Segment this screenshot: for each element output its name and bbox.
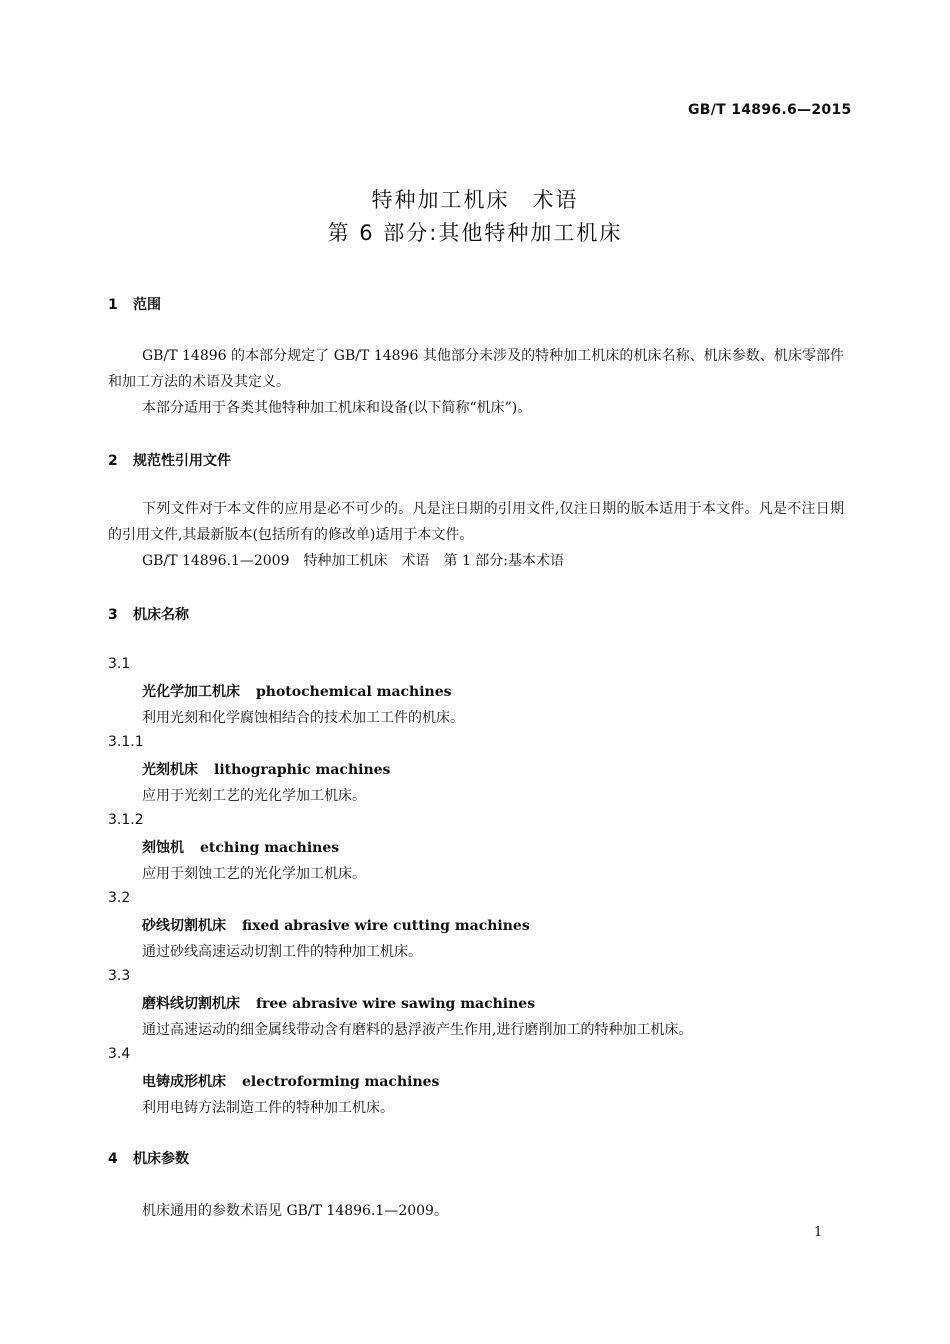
term-definition: 通过高速运动的细金属线带动含有磨料的悬浮液产生作用,进行磨削加工的特种加工机床。 bbox=[142, 1022, 693, 1038]
normative-reference: GB/T 14896.1—2009 特种加工机床 术语 第 1 部分:基本术语 bbox=[142, 553, 565, 569]
term-name bbox=[142, 837, 339, 857]
section-2-body bbox=[108, 496, 844, 574]
term-name bbox=[142, 759, 390, 779]
section-number: 2 bbox=[108, 453, 118, 469]
section-title: 机床名称 bbox=[133, 607, 189, 623]
term-name-en: fixed abrasive wire cutting machines bbox=[242, 918, 530, 934]
term-number: 3.1.1 bbox=[108, 734, 144, 750]
section-title: 范围 bbox=[133, 297, 161, 313]
term-name-zh: 砂线切割机床 bbox=[142, 918, 226, 934]
paragraph: GB/T 14896 的本部分规定了 GB/T 14896 其他部分未涉及的特种加工机床的机床名称、机床参数、机床零部件和加工方法的术语及其定义。 bbox=[108, 348, 844, 390]
section-number: 3 bbox=[108, 607, 118, 623]
term-name bbox=[142, 1071, 439, 1091]
term-definition: 利用光刻和化学腐蚀相结合的技术加工工件的机床。 bbox=[142, 710, 464, 726]
term-name-zh: 光化学加工机床 bbox=[142, 684, 240, 700]
term-definition: 应用于刻蚀工艺的光化学加工机床。 bbox=[142, 866, 366, 882]
term-number: 3.1.2 bbox=[108, 812, 144, 828]
term-definition: 应用于光刻工艺的光化学加工机床。 bbox=[142, 788, 366, 804]
section-title: 规范性引用文件 bbox=[133, 453, 231, 469]
term-name-zh: 电铸成形机床 bbox=[142, 1074, 226, 1090]
section-title: 机床参数 bbox=[133, 1151, 189, 1167]
term-name-en: photochemical machines bbox=[256, 684, 452, 700]
term-name-zh: 刻蚀机 bbox=[142, 840, 184, 856]
document-title-line2: 第 6 部分:其他特种加工机床 bbox=[327, 221, 623, 245]
section-1-body bbox=[108, 343, 844, 421]
term-name bbox=[142, 993, 535, 1013]
document-title-line1: 特种加工机床 术语 bbox=[371, 188, 579, 212]
term-name bbox=[142, 681, 452, 701]
term-definition: 通过砂线高速运动切割工件的特种加工机床。 bbox=[142, 944, 422, 960]
paragraph: 下列文件对于本文件的应用是必不可少的。凡是注日期的引用文件,仅注日期的版本适用于本文件。凡是不注日期的引用文件,其最新版本(包括所有的修改单)适用于本文件。 bbox=[108, 501, 844, 543]
standard-number: GB/T 14896.6—2015 bbox=[688, 102, 852, 118]
section-2-heading bbox=[108, 450, 231, 470]
section-1-heading bbox=[108, 294, 161, 314]
section-3-heading bbox=[108, 604, 189, 624]
term-name-zh: 磨料线切割机床 bbox=[142, 996, 240, 1012]
term-name-zh: 光刻机床 bbox=[142, 762, 198, 778]
section-4-heading bbox=[108, 1148, 189, 1168]
paragraph: 本部分适用于各类其他特种加工机床和设备(以下简称“机床”)。 bbox=[142, 400, 532, 416]
section-4-body: 机床通用的参数术语见 GB/T 14896.1—2009。 bbox=[142, 1203, 448, 1219]
term-name-en: etching machines bbox=[200, 840, 340, 856]
term-name-en: electroforming machines bbox=[242, 1074, 440, 1090]
term-number: 3.1 bbox=[108, 656, 131, 672]
section-number: 4 bbox=[108, 1151, 118, 1167]
term-name-en: free abrasive wire sawing machines bbox=[256, 996, 536, 1012]
term-definition: 利用电铸方法制造工件的特种加工机床。 bbox=[142, 1100, 394, 1116]
page-number: 1 bbox=[814, 1225, 823, 1240]
term-number: 3.2 bbox=[108, 890, 131, 906]
term-number: 3.3 bbox=[108, 968, 131, 984]
term-number: 3.4 bbox=[108, 1046, 131, 1062]
section-number: 1 bbox=[108, 297, 118, 313]
term-name bbox=[142, 915, 530, 935]
term-name-en: lithographic machines bbox=[214, 762, 391, 778]
